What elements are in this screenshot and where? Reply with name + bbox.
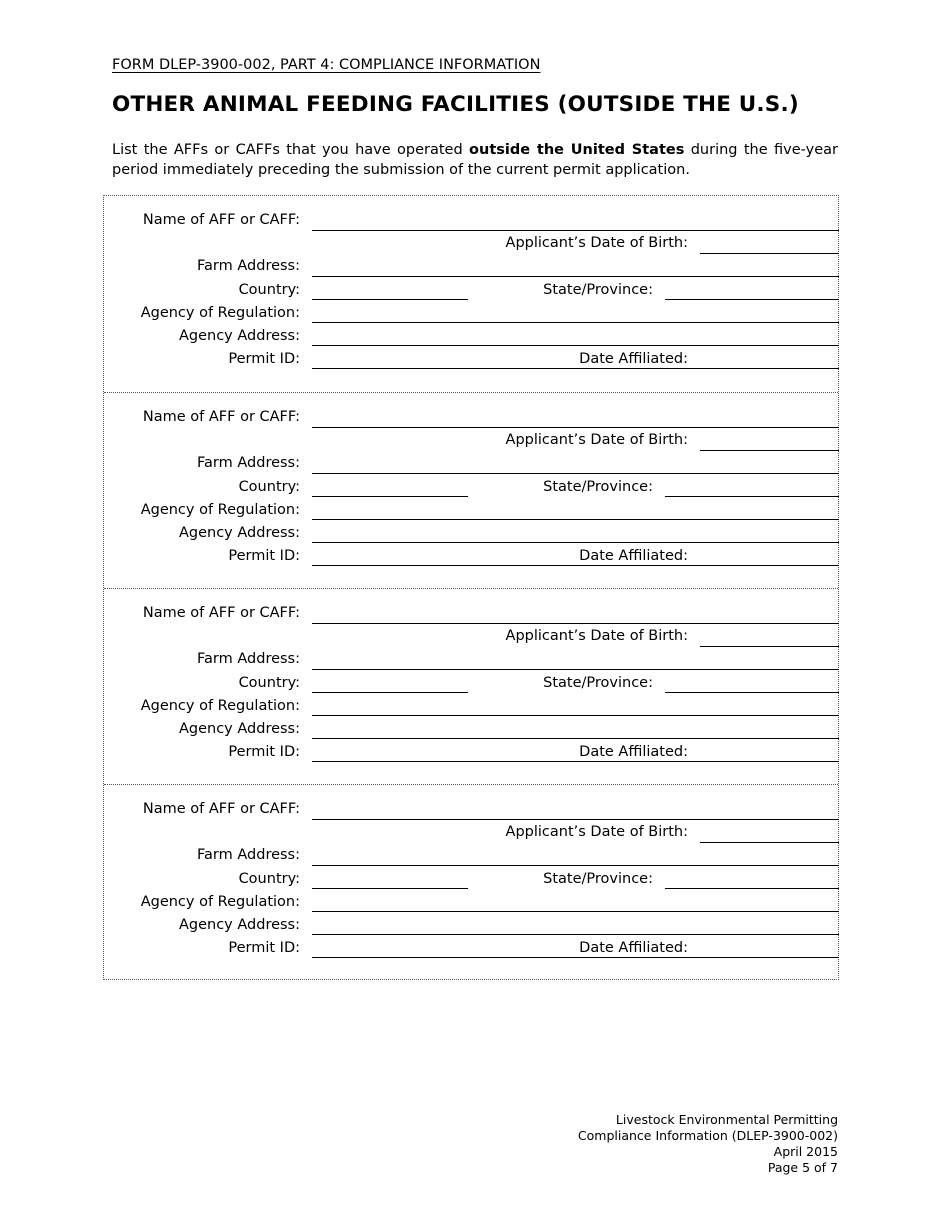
label-farm-address: Farm Address:: [197, 651, 300, 667]
page-footer: [578, 1112, 838, 1176]
intro-emphasis: outside the United States: [469, 142, 685, 158]
label-name: Name of AFF or CAFF:: [142, 605, 300, 621]
label-country: Country:: [238, 479, 300, 495]
label-date-affiliated: Date Affiliated:: [579, 351, 688, 367]
label-agency: Agency of Regulation:: [140, 305, 300, 321]
label-permit-id: Permit ID:: [228, 351, 300, 367]
footer-program: Livestock Environmental Permitting: [615, 1112, 838, 1127]
intro-text-after: during the five-year period immediately preceding the submission of the current permit application.: [112, 142, 838, 178]
label-farm-address: Farm Address:: [197, 258, 300, 274]
label-dob: Applicant’s Date of Birth:: [505, 432, 688, 448]
input-country[interactable]: [312, 299, 468, 300]
facility-entries-box: [103, 195, 839, 980]
page-title: OTHER ANIMAL FEEDING FACILITIES (OUTSIDE THE U.S.): [112, 92, 799, 117]
label-agency-address: Agency Address:: [178, 721, 300, 737]
label-agency-address: Agency Address:: [178, 917, 300, 933]
input-agency-address[interactable]: [312, 738, 839, 739]
input-agency-address[interactable]: [312, 542, 839, 543]
label-agency-address: Agency Address:: [178, 328, 300, 344]
input-farm-address[interactable]: [312, 669, 839, 670]
label-date-affiliated: Date Affiliated:: [579, 744, 688, 760]
label-state: State/Province:: [543, 871, 653, 887]
input-agency[interactable]: [312, 911, 839, 912]
input-state[interactable]: [665, 692, 839, 693]
input-name[interactable]: [312, 819, 839, 820]
input-agency[interactable]: [312, 322, 839, 323]
input-state[interactable]: [665, 888, 839, 889]
label-agency-address: Agency Address:: [178, 525, 300, 541]
input-agency[interactable]: [312, 715, 839, 716]
label-country: Country:: [238, 675, 300, 691]
label-farm-address: Farm Address:: [197, 847, 300, 863]
label-dob: Applicant’s Date of Birth:: [505, 628, 688, 644]
input-country[interactable]: [312, 692, 468, 693]
input-permit-id[interactable]: [312, 368, 839, 369]
facility-entry-4: [104, 784, 838, 980]
facility-entry-2: [104, 392, 838, 588]
label-agency: Agency of Regulation:: [140, 894, 300, 910]
input-agency-address[interactable]: [312, 345, 839, 346]
input-permit-id[interactable]: [312, 761, 839, 762]
label-agency: Agency of Regulation:: [140, 502, 300, 518]
input-dob[interactable]: [700, 253, 839, 254]
input-dob[interactable]: [700, 646, 839, 647]
label-dob: Applicant’s Date of Birth:: [505, 824, 688, 840]
label-dob: Applicant’s Date of Birth:: [505, 235, 688, 251]
label-name: Name of AFF or CAFF:: [142, 409, 300, 425]
label-farm-address: Farm Address:: [197, 455, 300, 471]
label-country: Country:: [238, 282, 300, 298]
label-state: State/Province:: [543, 479, 653, 495]
intro-paragraph: [112, 140, 838, 180]
label-permit-id: Permit ID:: [228, 548, 300, 564]
label-permit-id: Permit ID:: [228, 744, 300, 760]
label-name: Name of AFF or CAFF:: [142, 801, 300, 817]
input-state[interactable]: [665, 299, 839, 300]
label-state: State/Province:: [543, 675, 653, 691]
input-name[interactable]: [312, 623, 839, 624]
label-agency: Agency of Regulation:: [140, 698, 300, 714]
input-agency[interactable]: [312, 519, 839, 520]
label-permit-id: Permit ID:: [228, 940, 300, 956]
footer-document: Compliance Information (DLEP-3900-002): [577, 1128, 838, 1143]
label-date-affiliated: Date Affiliated:: [579, 548, 688, 564]
label-name: Name of AFF or CAFF:: [142, 212, 300, 228]
input-agency-address[interactable]: [312, 934, 839, 935]
input-state[interactable]: [665, 496, 839, 497]
input-dob[interactable]: [700, 842, 839, 843]
footer-page-number: Page 5 of 7: [767, 1160, 838, 1175]
input-dob[interactable]: [700, 450, 839, 451]
label-country: Country:: [238, 871, 300, 887]
input-permit-id[interactable]: [312, 565, 839, 566]
input-country[interactable]: [312, 496, 468, 497]
input-name[interactable]: [312, 427, 839, 428]
facility-entry-1: [104, 196, 838, 392]
input-farm-address[interactable]: [312, 276, 839, 277]
input-country[interactable]: [312, 888, 468, 889]
intro-text-before: List the AFFs or CAFFs that you have operated: [112, 142, 470, 158]
label-state: State/Province:: [543, 282, 653, 298]
label-date-affiliated: Date Affiliated:: [579, 940, 688, 956]
input-name[interactable]: [312, 230, 839, 231]
form-header: FORM DLEP-3900-002, PART 4: COMPLIANCE INFORMATION: [112, 57, 541, 73]
facility-entry-3: [104, 588, 838, 784]
input-farm-address[interactable]: [312, 865, 839, 866]
input-farm-address[interactable]: [312, 473, 839, 474]
input-permit-id[interactable]: [312, 957, 839, 958]
footer-date: April 2015: [773, 1144, 838, 1159]
